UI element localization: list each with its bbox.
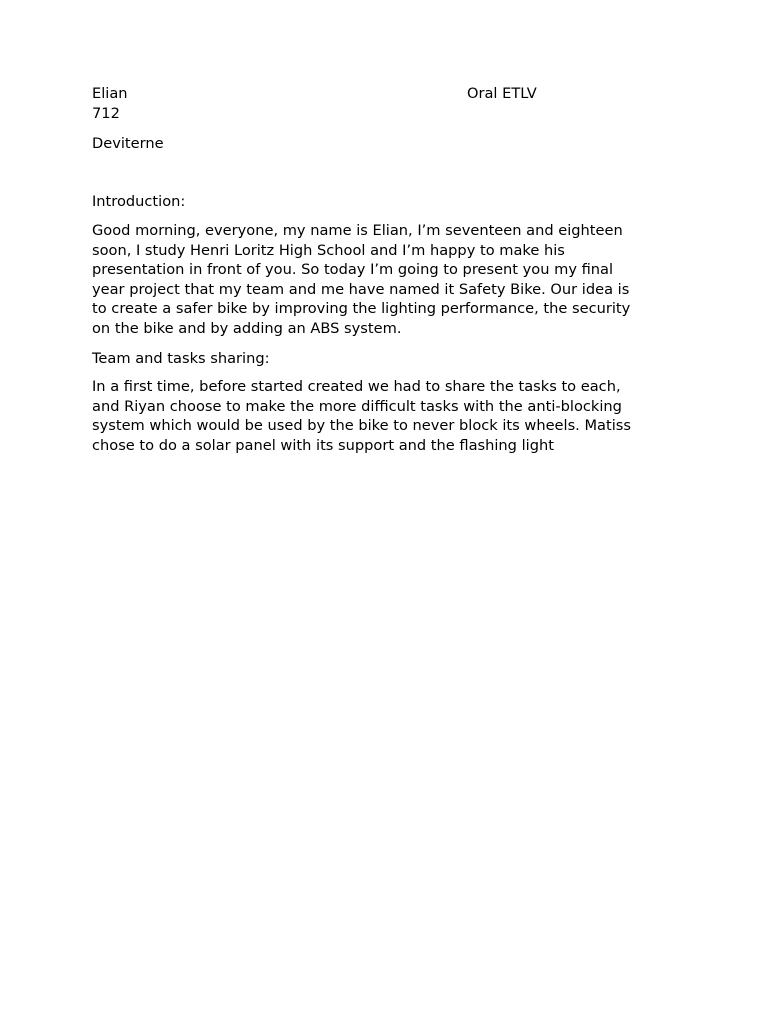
paragraph-line: soon, I study Henri Loritz High School and I’m happy to make his (92, 241, 565, 259)
paragraph-line: year project that my team and me have named it Safety Bike. Our idea is (92, 280, 630, 298)
paragraph-line: Good morning, everyone, my name is Elian, I’m seventeen and eighteen (92, 222, 623, 239)
team-tasks-paragraph (92, 377, 672, 455)
class-code: 712 (92, 105, 120, 122)
section-heading-introduction: Introduction: (92, 193, 186, 210)
paragraph-line: to create a safer bike by improving the lighting performance, the security (92, 300, 631, 318)
paragraph-line: system which would be used by the bike to never block its wheels. Matiss (92, 417, 631, 435)
paragraph-line: on the bike and by adding an ABS system. (92, 319, 402, 337)
paragraph-line: chose to do a solar panel with its support and the flashing light (92, 436, 554, 454)
author-last-name: Deviterne (92, 135, 164, 152)
paragraph-line: presentation in front of you. So today I’m going to present you my final (92, 261, 614, 279)
author-first-name: Elian (92, 85, 128, 102)
paragraph-line: and Riyan choose to make the more difficult tasks with the anti-blocking (92, 397, 622, 415)
section-heading-team-tasks: Team and tasks sharing: (92, 350, 270, 367)
introduction-paragraph (92, 221, 672, 339)
paragraph-line: In a first time, before started created we had to share the tasks to each, (92, 378, 621, 395)
document-title: Oral ETLV (467, 85, 537, 102)
